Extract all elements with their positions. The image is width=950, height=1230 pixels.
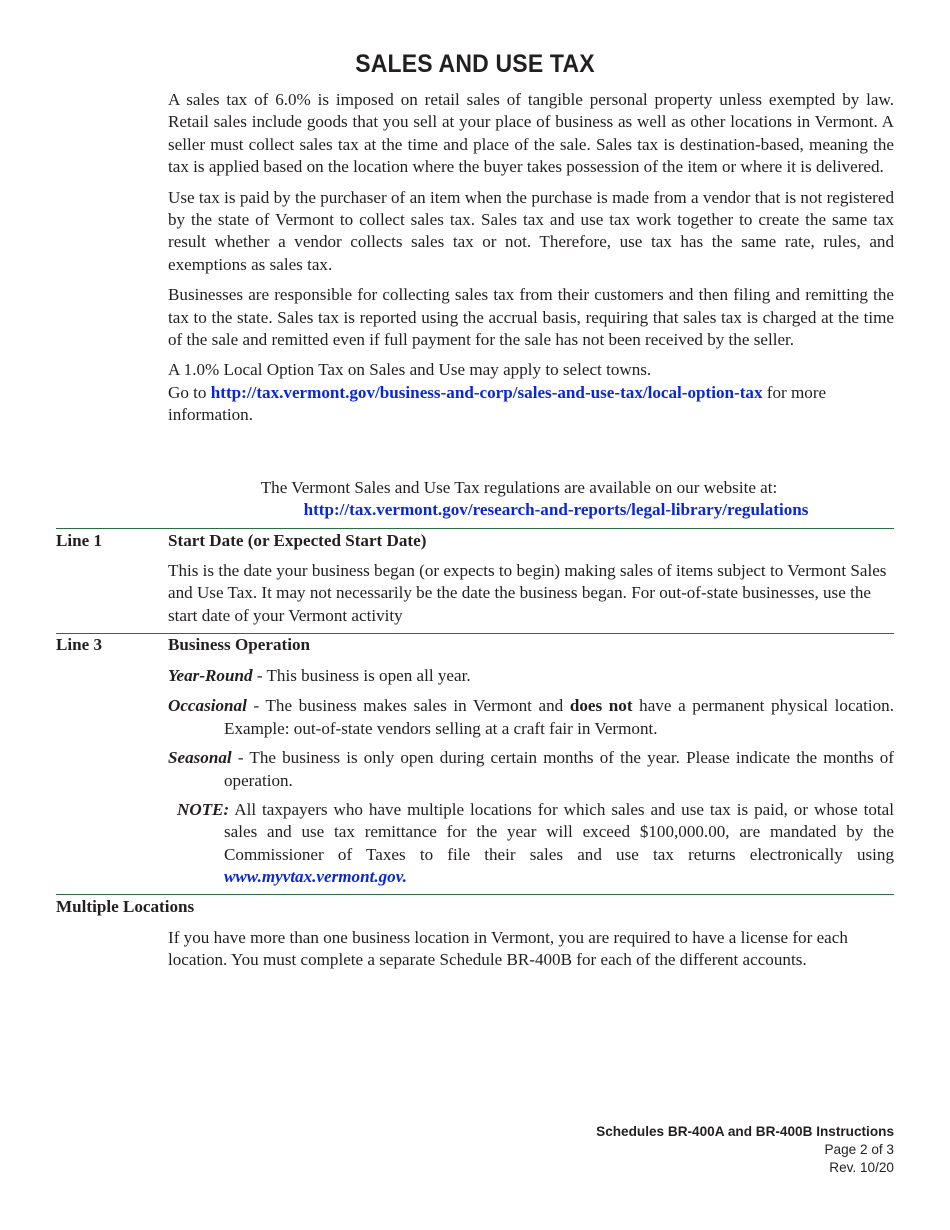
line3-heading: Business Operation <box>168 635 310 654</box>
regulations-text: The Vermont Sales and Use Tax regulations are available on our website at: <box>260 478 778 497</box>
occasional-term: Occasional <box>168 696 247 716</box>
regulations-link[interactable]: http://tax.vermont.gov/research-and-reports/legal-library/regulations <box>303 500 809 520</box>
page-footer <box>596 1123 894 1177</box>
multiple-locations-heading: Multiple Locations <box>56 897 195 916</box>
line1-text: This is the date your business began (or expects to begin) making sales of items subject to Vermont Sales and Use Tax. It may not necessarily be the date the business began. For out-of-state businesses, use the start date of your Vermont activity <box>168 561 887 625</box>
occasional-item <box>168 695 894 740</box>
regulations-block <box>168 477 894 522</box>
seasonal-term: Seasonal <box>168 748 232 768</box>
page-title: SALES AND USE TAX <box>355 50 595 78</box>
occasional-text: - The business makes sales in Vermont and <box>246 696 570 716</box>
line3-section <box>168 665 894 897</box>
footer-form-title: Schedules BR-400A and BR-400B Instructions <box>596 1124 894 1139</box>
occasional-emphasis: does not <box>569 696 633 716</box>
year-round-text: - This business is open all year. <box>252 666 471 685</box>
intro-paragraph-use-tax: Use tax is paid by the purchaser of an item when the purchase is made from a vendor that is not registered by the state of Vermont to collect sales tax. Sales tax and use tax work together to create the same tax result whether a vendor collects sales tax or not. Therefore, use tax has the same rate, rules, and exemptions as sales tax. <box>168 187 894 274</box>
multiple-locations-text: If you have more than one business location in Vermont, you are required to have a license for each location. You must complete a separate Schedule BR-400B for each of the different accounts. <box>168 928 848 970</box>
intro-paragraph-local-option <box>168 359 894 426</box>
occasional-text-continued: have a permanent physical location. Example: out-of-state vendors selling at a craft fair in Vermont. <box>224 696 894 738</box>
multiple-locations-section <box>168 927 894 980</box>
intro-paragraph-business-responsibility: Businesses are responsible for collecting sales tax from their customers and then filing and remitting the tax to the state. Sales tax is reported using the accrual basis, requiring that sales tax is charged at the time of the sale and remitted even if full payment for the sale has not been received by the seller. <box>168 285 894 350</box>
note-item <box>168 799 894 889</box>
section-divider <box>56 894 894 895</box>
goto-text: Go to <box>168 382 207 402</box>
local-option-text: A 1.0% Local Option Tax on Sales and Use may apply to select towns. <box>168 360 652 380</box>
year-round-term: Year-Round <box>168 666 253 685</box>
seasonal-text: - The business is only open during certain months of the year. Please indicate the months of operation. <box>224 748 894 790</box>
footer-revision: Rev. 10/20 <box>829 1160 894 1175</box>
myvtax-link[interactable]: www.myvtax.vermont.gov. <box>224 867 407 887</box>
line1-label: Line 1 <box>56 531 103 550</box>
line3-label: Line 3 <box>56 635 103 654</box>
note-term: NOTE: <box>177 800 230 820</box>
more-info-text: for more information. <box>168 382 827 425</box>
line1-heading: Start Date (or Expected Start Date) <box>168 531 427 550</box>
local-option-tax-link[interactable]: http://tax.vermont.gov/business-and-corp/sales-and-use-tax/local-option-tax <box>210 382 763 402</box>
intro-section <box>168 89 894 435</box>
intro-paragraph-sales-tax: A sales tax of 6.0% is imposed on retail sales of tangible personal property unless exempted by law. Retail sales include goods that you sell at your place of business as well as other locations in Vermont. A seller must collect sales tax at the time and place of the sale. Sales tax is destination-based, meaning the tax is applied based on the location where the buyer takes possession of the item or where it is delivered. <box>168 90 894 177</box>
section-divider <box>56 528 894 529</box>
line1-section <box>168 560 894 635</box>
note-text: All taxpayers who have multiple locations for which sales and use tax is paid, or whose total sales and use tax remittance for the year will exceed $100,000.00, are mandated by the Commissioner of Taxes to file their sales and use tax returns electronically using <box>224 800 894 864</box>
footer-page-number: Page 2 of 3 <box>824 1142 894 1157</box>
year-round-item <box>168 665 894 687</box>
seasonal-item <box>168 747 894 792</box>
